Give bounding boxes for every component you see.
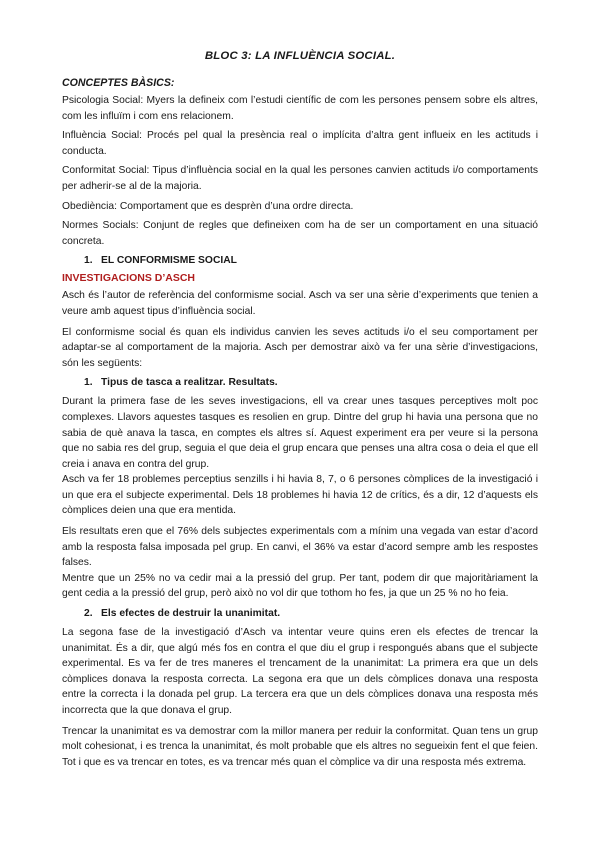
investigacions-heading: INVESTIGACIONS D’ASCH — [62, 272, 196, 285]
tasca-paragraph-2: Asch va fer 18 problemes perceptius senzills i hi havia 8, 7, o 6 persones còmplices de la investigació i un que era el subjecte experimental. Dels 18 problemes hi havia 12 de crítics, és a dir, 12 d’aquests els còmplices deien una que era mentida. — [62, 474, 538, 517]
unanimitat-paragraph-2: Trencar la unanimitat es va demostrar com la millor manera per reduir la conformitat. Quan tens un grup molt cohesionat, i es trenca la unanimitat, és molt probable que els altres no segueixin fent el que feien. Tot i que es va trencar en totes, es va trencar més quan el còmplice va dir una resposta més extrema. — [62, 725, 538, 768]
concept-influencia-social: Influència Social: Procés pel qual la presència real o implícita d’altra gent influeix en les actituds i conducta. — [62, 130, 538, 157]
intro-paragraph-1: Asch és l’autor de referència del conformisme social. Asch va ser una sèrie d’experiments que tenien a veure amb aquest tipus d’influència social. — [62, 290, 538, 317]
document-title: BLOC 3: LA INFLUÈNCIA SOCIAL. — [204, 50, 396, 62]
unanimitat-paragraph-1: La segona fase de la investigació d’Asch va intentar veure quins eren els efectes de trencar la unanimitat. És a dir, que algú més fos en contra el que diu el grup i respongués abans que el subjecte experimental. Es va fer de tres maneres el trencament de la unanimitat: La primera era que un dels còmplices donava la resposta correcta. La segona era que un dels còmplices donava una resposta entre la correcta i la donada pel grup. La tercera era que un dels còmplices donava una resposta més incorrecta que la que donava el grup. — [62, 627, 538, 716]
subsection-heading-unanimitat — [84, 608, 538, 619]
concepts-heading: CONCEPTES BÀSICS: — [62, 77, 175, 89]
subsection-heading-tasca — [84, 377, 538, 388]
concept-obediencia: Obediència: Comportament que es desprèn d’una ordre directa. — [62, 200, 354, 212]
tasca-paragraph-1: Durant la primera fase de les seves investigacions, ell va crear unes tasques perceptives molt poc complexes. Llavors aquestes tasques es resolien en grup. Dintre del grup hi havia una persona que no sabia de què anava la tasca, en comptes els altres sí. Aquest experiment era per veure si la persona que no sabia res del grup, seguia el que deia el grup encara que penses una altra cosa o deia el que ell creia i anava en contra del grup. — [62, 396, 538, 470]
concept-conformitat-social: Conformitat Social: Tipus d’influència social en la qual les persones canvien actituds i/o comportaments per adherir-se al de la majoria. — [62, 165, 538, 192]
concept-psicologia-social: Psicologia Social: Myers la defineix com l’estudi científic de com les persones pensem sobre els altres, com les influïm i com ens relacionem. — [62, 95, 538, 122]
subsection-title: Els efectes de destruir la unanimitat. — [101, 608, 281, 620]
intro-paragraph-2: El conformisme social és quan els individus canvien les seves actituds i/o el seu comportament per adaptar-se al comportament de la majoria. Asch per demostrar això va fer una sèrie d’investigacions, són les següents: — [62, 326, 538, 369]
subsection-title: Tipus de tasca a realitzar. Resultats. — [101, 377, 278, 389]
section-title: EL CONFORMISME SOCIAL — [101, 255, 237, 267]
tasca-paragraph-3: Els resultats eren que el 76% dels subjectes experimentals com a mínim una vegada van estar d’acord amb la resposta falsa imposada pel grup. En canvi, el 36% va estar d’acord sempre amb les respostes falses. — [62, 526, 538, 569]
tasca-paragraph-4: Mentre que un 25% no va cedir mai a la pressió del grup. Per tant, podem dir que majoritàriament la gent cedia a la pressió del grup, però això no vol dir que tothom ho fes, ja que un 25 % no ho feia. — [62, 572, 538, 600]
subsection-number: 1. — [84, 377, 93, 389]
section-number: 1. — [84, 255, 93, 267]
concept-normes-socials: Normes Socials: Conjunt de regles que defineixen com ha de ser un comportament en una situació concreta. — [62, 220, 538, 247]
subsection-number: 2. — [84, 608, 93, 620]
section-heading-conformisme — [84, 255, 538, 266]
